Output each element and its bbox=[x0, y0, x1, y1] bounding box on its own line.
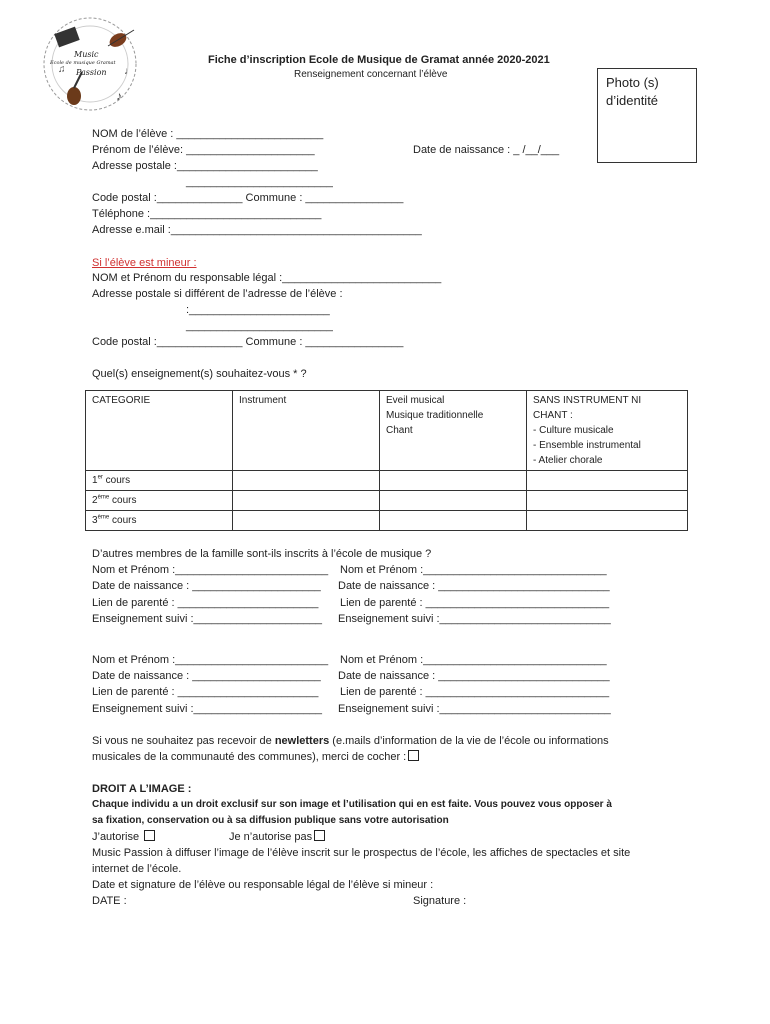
droit-bold-l1: Chaque individu a un droit exclusif sur son image et l’utilisation qui en est faite. Vous pouvez vous opposer à bbox=[92, 799, 612, 810]
famille2-lien-right[interactable]: Lien de parenté : ______________________________ bbox=[340, 686, 610, 698]
table-header-row bbox=[86, 391, 688, 471]
col-categorie: CATEGORIE bbox=[86, 391, 233, 471]
guardian-address-line2[interactable]: ________________________ bbox=[186, 320, 333, 332]
droit-text-l1: Music Passion à diffuser l’image de l’élève inscrit sur le prospectus de l’école, les affiches de spectacles et site bbox=[92, 847, 631, 859]
cell-3-eveil[interactable] bbox=[380, 511, 527, 531]
row2-txt: cours bbox=[109, 495, 137, 506]
row3-txt: cours bbox=[109, 515, 137, 526]
student-postal-field[interactable]: Code postal :______________ Commune : ________________ bbox=[92, 192, 404, 204]
guardian-name-field[interactable]: NOM et Prénom du responsable légal :__________________________ bbox=[92, 272, 442, 284]
famille2-date-right[interactable]: Date de naissance : ____________________________ bbox=[338, 670, 610, 682]
form-subtitle: Renseignement concernant l’élève bbox=[294, 69, 448, 80]
famille2-ens-right[interactable]: Enseignement suivi :____________________________ bbox=[338, 703, 611, 715]
non-autorise-checkbox[interactable] bbox=[314, 830, 325, 841]
cell-1-eveil[interactable] bbox=[380, 471, 527, 491]
newsletter-text: musicales de la communauté des communes), merci de cocher : bbox=[92, 751, 407, 763]
newsletter-line2 bbox=[92, 750, 419, 763]
student-email-field[interactable]: Adresse e.mail :_________________________________________ bbox=[92, 224, 422, 236]
newsletter-line1 bbox=[92, 735, 609, 747]
famille2-nom-right[interactable]: Nom et Prénom :______________________________ bbox=[340, 654, 607, 666]
famille1-date-right[interactable]: Date de naissance : ____________________________ bbox=[338, 580, 610, 592]
newsletter-checkbox[interactable] bbox=[408, 750, 419, 761]
row1-num: 1 bbox=[92, 475, 98, 486]
autorise-option bbox=[92, 830, 155, 843]
cell-2-instrument[interactable] bbox=[233, 491, 380, 511]
famille2-lien-left[interactable]: Lien de parenté : _______________________ bbox=[92, 686, 319, 698]
guardian-postal-field[interactable]: Code postal :______________ Commune : ________________ bbox=[92, 336, 404, 348]
famille1-nom-right[interactable]: Nom et Prénom :______________________________ bbox=[340, 564, 607, 576]
school-logo bbox=[38, 12, 142, 116]
famille1-lien-left[interactable]: Lien de parenté : _______________________ bbox=[92, 597, 319, 609]
col-sans-l4: - Ensemble instrumental bbox=[533, 440, 641, 451]
logo-text-2: Ecole de musique Gramat bbox=[50, 60, 116, 66]
guardian-address-label: Adresse postale si différent de l’adresse de l’élève : bbox=[92, 288, 343, 300]
form-title: Fiche d’inscription Ecole de Musique de Gramat année 2020-2021 bbox=[208, 54, 550, 66]
photo-label-1: Photo (s) bbox=[606, 75, 659, 90]
col-sans-l3: - Culture musicale bbox=[533, 425, 614, 436]
guardian-address-line1[interactable]: :_______________________ bbox=[186, 304, 330, 316]
famille1-ens-right[interactable]: Enseignement suivi :____________________________ bbox=[338, 613, 611, 625]
row-label-3 bbox=[86, 511, 233, 531]
signature-field[interactable]: Signature : bbox=[413, 895, 467, 907]
col-instrument: Instrument bbox=[233, 391, 380, 471]
droit-bold-l2: sa fixation, conservation ou à sa diffusion publique sans votre autorisation bbox=[92, 815, 449, 826]
cell-3-instrument[interactable] bbox=[233, 511, 380, 531]
minor-heading: Si l’élève est mineur : bbox=[92, 257, 197, 269]
famille1-lien-right[interactable]: Lien de parenté : ______________________________ bbox=[340, 597, 610, 609]
row3-sup: ème bbox=[97, 514, 110, 521]
row-label-2 bbox=[86, 491, 233, 511]
droit-text-l2: internet de l’école. bbox=[92, 863, 182, 875]
student-phone-field[interactable]: Téléphone :____________________________ bbox=[92, 208, 322, 220]
table-row bbox=[86, 471, 688, 491]
logo-text-1: Music bbox=[74, 50, 99, 59]
famille-question: D’autres membres de la famille sont-ils inscrits à l’école de musique ? bbox=[92, 548, 432, 560]
newsletter-post: (e.mails d’information de la vie de l’école ou informations bbox=[329, 735, 609, 747]
student-address-field[interactable]: Adresse postale :_______________________ bbox=[92, 160, 318, 172]
signature-instruction: Date et signature de l’élève ou responsable légal de l’élève si mineur : bbox=[92, 879, 434, 891]
autorise-checkbox[interactable] bbox=[144, 830, 155, 841]
svg-text:♫: ♫ bbox=[58, 64, 66, 75]
col-sans-l2: CHANT : bbox=[533, 410, 573, 421]
student-prenom-field[interactable]: Prénom de l’élève: _____________________ bbox=[92, 144, 315, 156]
col-sans-l1: SANS INSTRUMENT NI bbox=[533, 395, 642, 406]
cell-1-sans[interactable] bbox=[527, 471, 688, 491]
famille1-ens-left[interactable]: Enseignement suivi :_____________________ bbox=[92, 613, 322, 625]
table-row bbox=[86, 491, 688, 511]
row3-num: 3 bbox=[92, 515, 98, 526]
row2-sup: ème bbox=[97, 494, 110, 501]
photo-label-2: d’identité bbox=[606, 93, 659, 108]
logo-text-3: Passion bbox=[76, 68, 107, 77]
famille1-date-left[interactable]: Date de naissance : _____________________ bbox=[92, 580, 321, 592]
row1-sup: er bbox=[97, 474, 103, 481]
col-sans-instrument bbox=[527, 391, 688, 471]
autorise-label: J’autorise bbox=[92, 831, 140, 843]
row-label-1 bbox=[86, 471, 233, 491]
svg-text:♩: ♩ bbox=[124, 66, 134, 77]
student-nom-field[interactable]: NOM de l’élève : ________________________ bbox=[92, 128, 324, 140]
row2-num: 2 bbox=[92, 495, 98, 506]
famille2-ens-left[interactable]: Enseignement suivi :_____________________ bbox=[92, 703, 322, 715]
newsletter-bold: newletters bbox=[274, 735, 330, 747]
non-autorise-option bbox=[229, 830, 325, 843]
col-eveil-l3: Chant bbox=[386, 425, 413, 436]
cell-2-eveil[interactable] bbox=[380, 491, 527, 511]
non-autorise-label: Je n’autorise pas bbox=[229, 831, 313, 843]
col-eveil-l2: Musique traditionnelle bbox=[386, 410, 484, 421]
cell-3-sans[interactable] bbox=[527, 511, 688, 531]
table-row bbox=[86, 511, 688, 531]
droit-heading: DROIT A L’IMAGE : bbox=[92, 783, 192, 795]
student-address-line2[interactable]: ________________________ bbox=[186, 176, 333, 188]
date-field[interactable]: DATE : bbox=[92, 895, 127, 907]
student-birthdate-field[interactable]: Date de naissance : _ /__/___ bbox=[413, 144, 560, 156]
enseignement-question: Quel(s) enseignement(s) souhaitez-vous * ? bbox=[92, 368, 307, 380]
col-sans-l5: - Atelier chorale bbox=[533, 455, 603, 466]
enseignement-table bbox=[85, 390, 688, 531]
svg-text:♪: ♪ bbox=[116, 89, 122, 103]
newsletter-pre: Si vous ne souhaitez pas recevoir de bbox=[92, 735, 275, 747]
famille2-nom-left[interactable]: Nom et Prénom :_________________________ bbox=[92, 654, 329, 666]
cell-2-sans[interactable] bbox=[527, 491, 688, 511]
row1-txt: cours bbox=[102, 475, 131, 486]
photo-box bbox=[597, 68, 697, 163]
col-eveil bbox=[380, 391, 527, 471]
famille2-date-left[interactable]: Date de naissance : _____________________ bbox=[92, 670, 321, 682]
famille1-nom-left[interactable]: Nom et Prénom :_________________________ bbox=[92, 564, 329, 576]
col-eveil-l1: Eveil musical bbox=[386, 395, 445, 406]
cell-1-instrument[interactable] bbox=[233, 471, 380, 491]
